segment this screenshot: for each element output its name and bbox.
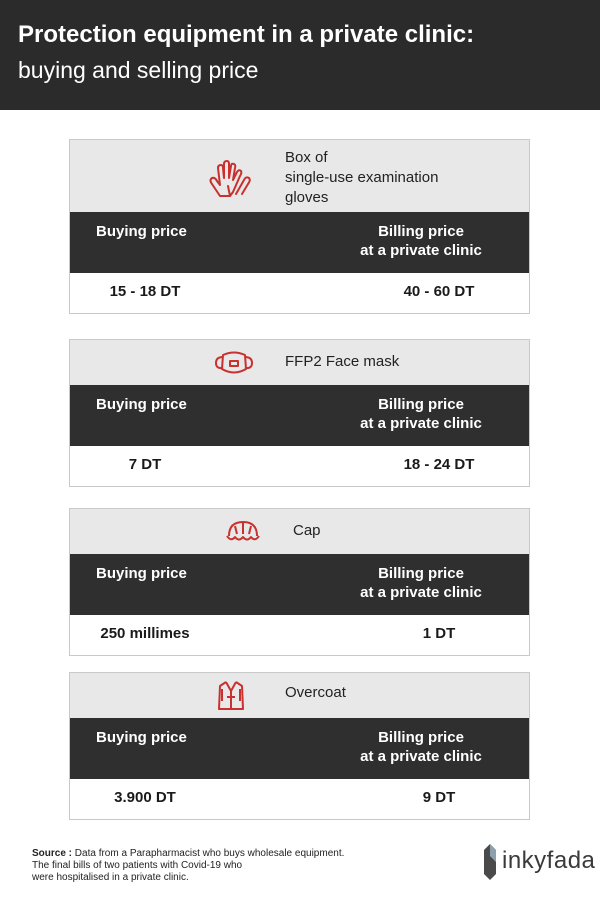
page-title: Protection equipment in a private clinic: (18, 21, 475, 48)
buying-price-value: 7 DT (128, 456, 162, 473)
buying-price-header: Buying price (96, 396, 187, 413)
source-label: Source : (32, 848, 73, 859)
buying-price-value: 15 - 18 DT (109, 283, 181, 300)
billing-price-value: 1 DT (422, 625, 456, 642)
price-header-row (70, 718, 529, 779)
price-values-row (70, 779, 529, 819)
item-card-cap (69, 508, 530, 656)
buying-price-value: 250 millimes (100, 625, 190, 642)
item-card-gloves (69, 139, 530, 314)
price-values-row (70, 446, 529, 486)
price-header-row (70, 212, 529, 273)
item-name: Box of single-use examination gloves (285, 149, 439, 206)
buying-price-header: Buying price (96, 729, 187, 746)
item-card-overcoat (69, 672, 530, 820)
price-values-row (70, 615, 529, 655)
inkyfada-logo (482, 842, 596, 882)
buying-price-value: 3.900 DT (114, 789, 176, 806)
price-header-row (70, 554, 529, 615)
item-name: Overcoat (285, 684, 346, 701)
gloves-icon (206, 156, 254, 205)
page-subtitle: buying and selling price (18, 57, 259, 83)
billing-price-value: 18 - 24 DT (403, 456, 475, 473)
page-header (0, 0, 600, 110)
billing-price-header: Billing price at a private clinic (360, 565, 482, 601)
price-values-row (70, 273, 529, 313)
billing-price-value: 40 - 60 DT (403, 283, 475, 300)
cap-icon (225, 518, 261, 551)
item-name: Cap (293, 522, 321, 539)
face-mask-icon (213, 349, 255, 382)
item-name: FFP2 Face mask (285, 353, 400, 370)
price-header-row (70, 385, 529, 446)
brand-name: inkyfada (502, 847, 596, 874)
buying-price-header: Buying price (96, 223, 187, 240)
logo-mark-icon (482, 842, 498, 882)
item-card-mask (69, 339, 530, 487)
overcoat-icon (216, 679, 246, 718)
billing-price-header: Billing price at a private clinic (360, 396, 482, 432)
source-note: Source : Data from a Parapharmacist who buys wholesale equipment. The final bills of two patients with Covid-19 who were hospitalised in a private clinic. (32, 848, 345, 883)
billing-price-header: Billing price at a private clinic (360, 223, 482, 259)
buying-price-header: Buying price (96, 565, 187, 582)
billing-price-header: Billing price at a private clinic (360, 729, 482, 765)
billing-price-value: 9 DT (422, 789, 456, 806)
